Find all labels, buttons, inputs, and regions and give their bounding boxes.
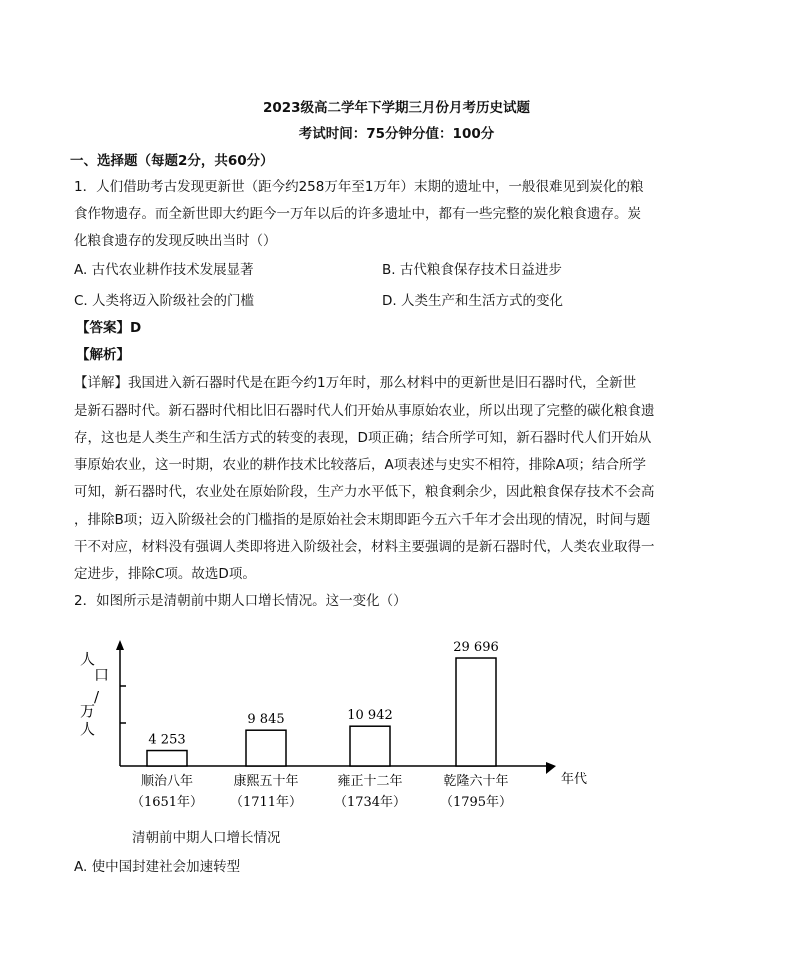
q1-analysis-label: 【解析】 bbox=[76, 347, 130, 363]
bar-value-label: 4 253 bbox=[148, 732, 186, 748]
q1-stem-line-3: 化粮食遗存的发现反映出当时（） bbox=[74, 233, 277, 249]
bar bbox=[350, 726, 390, 766]
exam-subtitle: 考试时间：75分钟分值：100分 bbox=[298, 126, 495, 142]
q1-detail-line-2: 是新石器时代。新石器时代相比旧石器时代人们开始从事原始农业，所以出现了完整的碳化粮食遗 bbox=[74, 403, 655, 419]
q1-answer: 【答案】D bbox=[76, 320, 142, 336]
category-label: 康熙五十年 bbox=[233, 774, 299, 789]
bar bbox=[147, 751, 187, 766]
category-label: 顺治八年 bbox=[140, 774, 194, 789]
q1-stem-line-1: 1．人们借助考古发现更新世（距今约258万年至1万年）末期的遗址中，一般很难见到炭化的粮 bbox=[74, 179, 644, 195]
q1-detail-line-7: 干不对应，材料没有强调人类即将进入阶级社会，材料主要强调的是新石器时代，人类农业取得一 bbox=[74, 539, 655, 555]
category-year-label: （1795年） bbox=[439, 795, 513, 810]
bar bbox=[246, 730, 286, 766]
category-year-label: （1711年） bbox=[229, 795, 303, 810]
y-axis-label bbox=[80, 650, 109, 738]
bar-value-label: 9 845 bbox=[247, 712, 285, 728]
y-axis-label-char: 口 bbox=[94, 666, 110, 684]
category-label: 雍正十二年 bbox=[337, 774, 403, 789]
y-axis-label-char: 万 bbox=[80, 702, 96, 720]
q1-option-c: C. 人类将迈入阶级社会的门槛 bbox=[74, 293, 255, 309]
y-axis-label-char: 人 bbox=[80, 720, 96, 738]
q1-option-a: A. 古代农业耕作技术发展显著 bbox=[74, 262, 254, 278]
chart-caption: 清朝前中期人口增长情况 bbox=[132, 830, 281, 846]
section-heading: 一、选择题（每题2分，共60分） bbox=[70, 153, 274, 169]
bar bbox=[456, 658, 496, 766]
q1-stem-line-2: 食作物遗存。而全新世即大约距今一万年以后的许多遗址中，都有一些完整的炭化粮食遗存。炭 bbox=[74, 206, 641, 222]
population-chart-svg bbox=[70, 620, 590, 820]
q1-detail-line-8: 定进步，排除C项。故选D项。 bbox=[74, 566, 256, 582]
q1-detail-line-3: 存，这也是人类生产和生活方式的转变的表现，D项正确；结合所学可知，新石器时代人们开始从 bbox=[74, 430, 652, 446]
y-axis-label-char: / bbox=[94, 688, 100, 706]
q1-detail-line-5: 可知，新石器时代，农业处在原始阶段，生产力水平低下，粮食剩余少，因此粮食保存技术不会高 bbox=[74, 484, 655, 500]
bars-group bbox=[131, 640, 512, 810]
y-axis-arrow bbox=[116, 640, 124, 650]
q1-option-d: D. 人类生产和生活方式的变化 bbox=[382, 293, 563, 309]
q1-option-b: B. 古代粮食保存技术日益进步 bbox=[382, 262, 562, 278]
bar-value-label: 29 696 bbox=[453, 640, 499, 656]
category-year-label: （1734年） bbox=[333, 795, 407, 810]
q2-stem: 2．如图所示是清朝前中期人口增长情况。这一变化（） bbox=[74, 593, 407, 609]
category-year-label: （1651年） bbox=[130, 795, 204, 810]
category-label: 乾隆六十年 bbox=[443, 774, 509, 789]
x-axis-label: 年代 bbox=[561, 772, 588, 787]
q1-detail-line-6: ，排除B项；迈入阶级社会的门槛指的是原始社会末期即距今五六千年才会出现的情况，时间与题 bbox=[74, 512, 651, 528]
y-axis-label-char: 人 bbox=[80, 650, 96, 668]
x-axis-arrow bbox=[546, 762, 556, 774]
bar-value-label: 10 942 bbox=[347, 708, 393, 724]
q2-option-a: A. 使中国封建社会加速转型 bbox=[74, 859, 241, 875]
q1-detail-line-1: 【详解】我国进入新石器时代是在距今约1万年时，那么材料中的更新世是旧石器时代，全新世 bbox=[74, 375, 637, 391]
population-chart bbox=[70, 620, 590, 820]
q1-detail-line-4: 事原始农业，这一时期，农业的耕作技术比较落后，A项表述与史实不相符，排除A项；结合所学 bbox=[74, 457, 646, 473]
exam-title: 2023级高二学年下学期三月份月考历史试题 bbox=[262, 100, 531, 116]
